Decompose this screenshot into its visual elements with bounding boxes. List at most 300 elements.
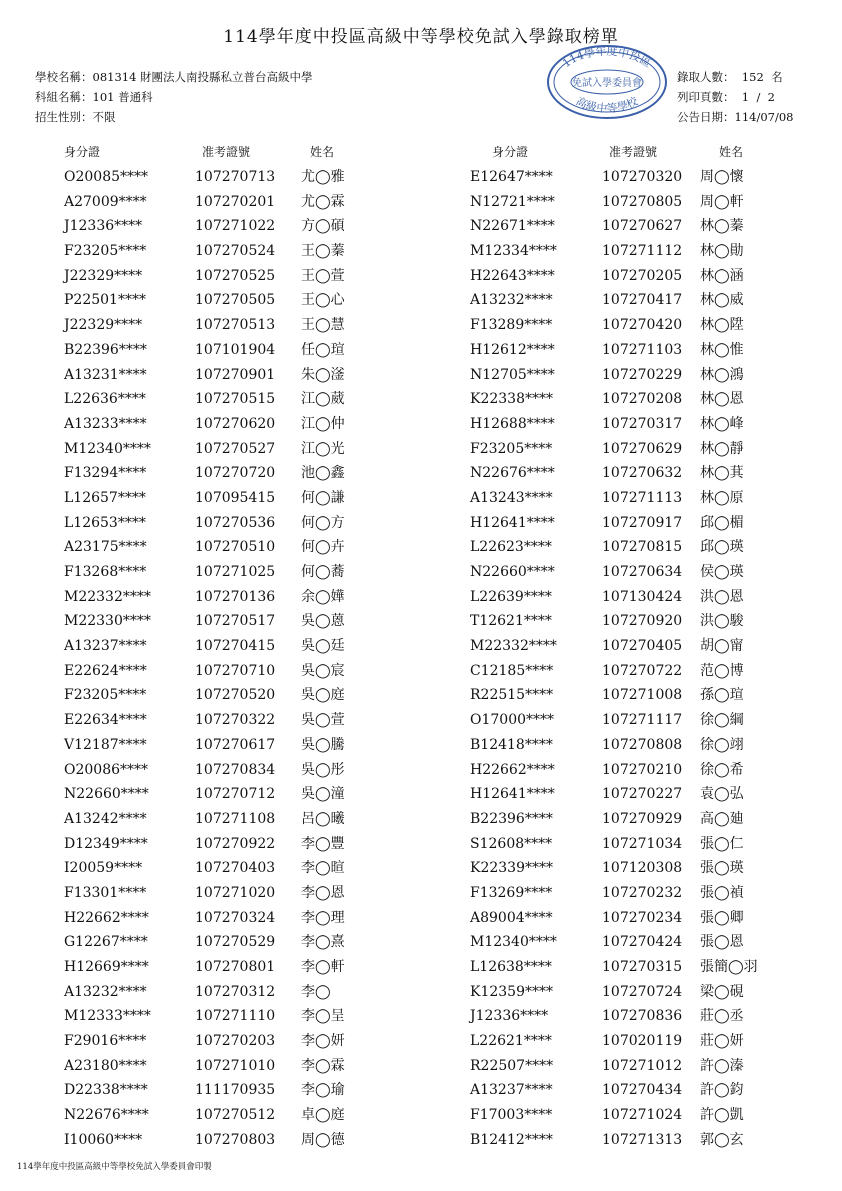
student-name: 袁◯弘: [700, 786, 744, 803]
student-name: 林◯靜: [700, 440, 744, 457]
table-row: [421, 659, 842, 684]
exam-number: 107270420: [602, 317, 683, 334]
student-id: K22339****: [470, 860, 553, 877]
student-name: 王◯蓁: [301, 243, 345, 260]
exam-number: 107270805: [602, 193, 683, 210]
student-name: 李◯恩: [301, 884, 345, 901]
student-id: A23180****: [64, 1057, 147, 1074]
student-name: 吳◯彤: [301, 761, 345, 778]
admission-gender: 招生性別：不限: [35, 110, 116, 124]
exam-number: 107270208: [602, 391, 683, 408]
exam-number: 107270834: [195, 761, 276, 778]
student-id: K22338****: [470, 391, 553, 408]
exam-number: 107270405: [602, 638, 683, 655]
table-row: [421, 1004, 842, 1029]
student-name: 周◯德: [301, 1131, 345, 1148]
student-id: O20086****: [64, 761, 149, 778]
exam-number: 107270724: [602, 983, 683, 1000]
student-id: F13301****: [64, 884, 147, 901]
table-row: [0, 585, 421, 610]
exam-number: 107270713: [195, 169, 276, 185]
student-name: 林◯涵: [700, 267, 744, 284]
student-id: L22623****: [470, 539, 552, 556]
student-name: 李◯軒: [301, 959, 345, 975]
student-id: T12621****: [470, 613, 552, 630]
right-admission-list: [421, 165, 842, 1153]
exam-number: 107271117: [602, 712, 683, 729]
student-name: 林◯鴻: [700, 366, 744, 383]
table-row: [0, 1128, 421, 1153]
student-id: F23205****: [470, 440, 553, 457]
right-id-header: 身分證: [492, 145, 529, 159]
exam-number: 107270513: [195, 317, 276, 334]
table-row: [421, 1103, 842, 1128]
exam-number: 107270210: [602, 761, 683, 778]
student-name: 高◯廸: [700, 810, 744, 827]
student-name: 周◯懷: [700, 169, 744, 185]
exam-number: 107271010: [195, 1057, 276, 1074]
table-row: [0, 338, 421, 363]
table-row: [0, 313, 421, 338]
table-row: [421, 363, 842, 388]
table-row: [0, 659, 421, 684]
student-name: 卓◯庭: [301, 1107, 345, 1124]
student-name: 吳◯蒽: [301, 613, 345, 630]
student-id: H22662****: [470, 761, 555, 778]
table-row: [421, 437, 842, 462]
student-id: A13232****: [64, 983, 147, 1000]
table-row: [421, 535, 842, 560]
exam-number: 107270929: [602, 810, 683, 827]
exam-number: 107270617: [195, 736, 276, 753]
student-name: 李◯豐: [301, 835, 345, 852]
table-row: [421, 1078, 842, 1103]
table-row: [0, 634, 421, 659]
admitted-count: 錄取人數： 152 名: [677, 70, 783, 84]
student-name: 林◯原: [700, 489, 744, 506]
table-row: [421, 807, 842, 832]
table-row: [0, 412, 421, 437]
table-row: [0, 955, 421, 980]
student-id: K12359****: [470, 983, 553, 1000]
table-row: [421, 214, 842, 239]
exam-number: 107271025: [195, 564, 276, 580]
student-name: 江◯光: [301, 440, 345, 457]
student-id: B22396****: [470, 810, 553, 827]
exam-number: 107270920: [602, 613, 683, 630]
exam-number: 107101904: [195, 341, 276, 358]
student-name: 李◯暄: [301, 860, 345, 877]
exam-number: 107270505: [195, 292, 276, 309]
student-id: L12657****: [64, 489, 146, 506]
student-id: B12412****: [470, 1131, 553, 1148]
student-id: C12185****: [470, 662, 554, 679]
student-id: A13232****: [470, 292, 553, 309]
exam-number: 107270922: [195, 835, 276, 852]
exam-number: 107270808: [602, 736, 683, 753]
student-id: F13268****: [64, 564, 147, 580]
student-name: 徐◯綱: [700, 712, 744, 729]
table-row: [421, 782, 842, 807]
table-row: [421, 1128, 842, 1153]
table-row: [421, 1054, 842, 1079]
student-name: 李◯呈: [301, 1008, 345, 1025]
table-row: [421, 930, 842, 955]
table-row: [421, 1029, 842, 1054]
student-name: 林◯威: [700, 292, 744, 309]
student-id: N22671****: [470, 218, 555, 235]
table-row: [0, 881, 421, 906]
student-name: 莊◯丞: [700, 1008, 744, 1025]
table-row: [421, 511, 842, 536]
exam-number: 107270312: [195, 983, 276, 1000]
exam-number: 107271024: [602, 1107, 683, 1124]
table-row: [0, 733, 421, 758]
exam-number: 107271020: [195, 884, 276, 901]
student-name: 李◯理: [301, 909, 345, 926]
seal-bottom-text: 高級中等學校: [573, 94, 641, 116]
student-id: E12647****: [470, 169, 553, 185]
exam-number: 107271113: [602, 489, 683, 506]
table-row: [0, 782, 421, 807]
exam-number: 107270136: [195, 588, 276, 605]
student-id: D22338****: [64, 1082, 148, 1099]
announcement-date: 公告日期：114/07/08: [677, 110, 794, 124]
exam-number: 107270917: [602, 514, 683, 531]
student-name: 周◯軒: [700, 193, 744, 210]
student-name: 何◯卉: [301, 539, 345, 556]
student-id: F23205****: [64, 687, 147, 704]
svg-text:高級中等學校: [574, 93, 641, 115]
left-id-header: 身分證: [64, 145, 101, 159]
table-row: [0, 239, 421, 264]
student-id: A13233****: [64, 415, 147, 432]
student-name: 梁◯硯: [700, 983, 744, 1000]
table-row: [0, 486, 421, 511]
table-row: [421, 758, 842, 783]
exam-number: 107270415: [195, 638, 276, 655]
student-name: 方◯碩: [301, 218, 345, 235]
student-id: G12267****: [64, 934, 148, 951]
student-name: 莊◯妍: [700, 1033, 744, 1050]
exam-number: 107270629: [602, 440, 683, 457]
student-id: F13294****: [64, 465, 147, 482]
student-id: J22329****: [64, 317, 143, 334]
exam-number: 107271012: [602, 1057, 683, 1074]
table-row: [0, 856, 421, 881]
page-title: 114學年度中投區高級中等學校免試入學錄取榜單: [223, 27, 619, 47]
table-row: [421, 190, 842, 215]
table-row: [421, 264, 842, 289]
left-admission-list: [0, 165, 421, 1153]
student-name: 洪◯恩: [700, 588, 744, 605]
student-id: I10060****: [64, 1131, 143, 1148]
school-info: [35, 67, 313, 127]
exam-number: 107120308: [602, 860, 683, 877]
student-name: 林◯勛: [700, 243, 744, 260]
student-id: F13289****: [470, 317, 553, 334]
student-id: P22501****: [64, 292, 146, 309]
student-name: 張◯禎: [700, 884, 744, 901]
exam-number: 107270536: [195, 514, 276, 531]
student-id: O20085****: [64, 169, 149, 185]
student-id: N22660****: [470, 564, 555, 580]
table-row: [0, 980, 421, 1005]
exam-number: 107270524: [195, 243, 276, 260]
table-row: [0, 1103, 421, 1128]
student-name: 池◯鑫: [301, 465, 345, 482]
student-id: F23205****: [64, 243, 147, 260]
exam-number: 107270712: [195, 786, 276, 803]
student-id: M12333****: [64, 1008, 151, 1025]
school-name: 學校名稱：081314 財團法人南投縣私立普台高級中學: [35, 70, 313, 84]
exam-number: 107270520: [195, 687, 276, 704]
student-name: 何◯方: [301, 514, 345, 531]
student-name: 胡◯甯: [700, 638, 744, 655]
left-name-header: 姓名: [310, 145, 335, 159]
student-name: 侯◯瑛: [700, 564, 744, 580]
table-row: [0, 807, 421, 832]
student-id: A13237****: [64, 638, 147, 655]
exam-number: 107270315: [602, 959, 683, 975]
student-id: H12612****: [470, 341, 555, 358]
student-name: 李◯熹: [301, 934, 345, 951]
student-id: L12653****: [64, 514, 146, 531]
student-name: 林◯峰: [700, 415, 744, 432]
table-row: [421, 634, 842, 659]
table-row: [421, 832, 842, 857]
student-id: B22396****: [64, 341, 147, 358]
table-row: [0, 461, 421, 486]
student-name: 張◯仁: [700, 835, 744, 852]
student-id: V12187****: [64, 736, 147, 753]
table-row: [421, 955, 842, 980]
student-name: 王◯萱: [301, 267, 345, 284]
student-id: H12688****: [470, 415, 555, 432]
table-row: [421, 461, 842, 486]
exam-number: 107270234: [602, 909, 683, 926]
table-row: [421, 856, 842, 881]
exam-number: 107270201: [195, 193, 276, 210]
exam-number: 107270801: [195, 959, 276, 975]
student-id: M22332****: [64, 588, 151, 605]
student-id: N22676****: [64, 1107, 149, 1124]
student-id: N22676****: [470, 465, 555, 482]
student-id: M22330****: [64, 613, 151, 630]
exam-number: 107270529: [195, 934, 276, 951]
table-row: [421, 733, 842, 758]
table-row: [421, 906, 842, 931]
student-name: 張◯恩: [700, 934, 744, 951]
student-id: A13243****: [470, 489, 553, 506]
student-name: 江◯葳: [301, 391, 345, 408]
seal-top-text: 114學年度中投區: [560, 44, 654, 71]
table-row: [421, 288, 842, 313]
seal-middle-text: 免試入學委員會: [572, 78, 642, 89]
exam-number: 107270322: [195, 712, 276, 729]
table-row: [0, 387, 421, 412]
exam-number: 107270901: [195, 366, 276, 383]
student-name: 許◯溱: [700, 1057, 744, 1074]
exam-number: 107270229: [602, 366, 683, 383]
student-id: H22662****: [64, 909, 149, 926]
table-row: [0, 1054, 421, 1079]
table-row: [0, 288, 421, 313]
exam-number: 107270720: [195, 465, 276, 482]
exam-number: 107270515: [195, 391, 276, 408]
student-id: R22515****: [470, 687, 554, 704]
exam-number: 107270417: [602, 292, 683, 309]
exam-number: 107270203: [195, 1033, 276, 1050]
exam-number: 107270227: [602, 786, 683, 803]
table-row: [421, 683, 842, 708]
student-name: 王◯慧: [301, 317, 345, 334]
student-name: 吳◯庭: [301, 687, 345, 704]
table-row: [421, 486, 842, 511]
table-row: [0, 190, 421, 215]
table-row: [0, 1004, 421, 1029]
student-id: F13269****: [470, 884, 553, 901]
exam-number: 107270424: [602, 934, 683, 951]
exam-number: 107270836: [602, 1008, 683, 1025]
page-footer: 114學年度中投區高級中等學校免試入學委員會印製: [17, 1162, 212, 1172]
student-name: 張簡◯羽: [700, 959, 758, 975]
student-name: 吳◯萱: [301, 712, 345, 729]
table-row: [0, 1029, 421, 1054]
student-id: L22621****: [470, 1033, 552, 1050]
student-name: 朱◯滏: [301, 366, 345, 383]
student-name: 李◯妍: [301, 1033, 345, 1050]
table-row: [0, 906, 421, 931]
table-row: [0, 165, 421, 190]
table-row: [0, 511, 421, 536]
student-id: H12669****: [64, 959, 149, 975]
table-row: [421, 313, 842, 338]
student-name: 李◯瑜: [301, 1082, 345, 1099]
student-id: J22329****: [64, 267, 143, 284]
student-id: M12340****: [470, 934, 557, 951]
student-name: 吳◯騰: [301, 736, 345, 753]
table-row: [421, 239, 842, 264]
table-row: [421, 412, 842, 437]
exam-number: 107271022: [195, 218, 276, 235]
student-id: N12721****: [470, 193, 555, 210]
exam-number: 107271108: [195, 810, 276, 827]
table-row: [0, 437, 421, 462]
right-name-header: 姓名: [719, 145, 744, 159]
exam-number: 107270815: [602, 539, 683, 556]
student-name: 吳◯廷: [301, 638, 345, 655]
student-name: 李◯: [301, 983, 331, 1000]
student-name: 何◯蕎: [301, 564, 345, 580]
table-row: [0, 708, 421, 733]
table-row: [0, 609, 421, 634]
table-row: [421, 560, 842, 585]
exam-number: 107270232: [602, 884, 683, 901]
student-id: H12641****: [470, 514, 555, 531]
student-id: O17000****: [470, 712, 555, 729]
table-row: [0, 758, 421, 783]
student-id: M22332****: [470, 638, 557, 655]
exam-number: 107270403: [195, 860, 276, 877]
exam-number: 107270722: [602, 662, 683, 679]
student-name: 任◯瑄: [301, 341, 345, 358]
student-name: 林◯萁: [700, 465, 744, 482]
table-row: [421, 609, 842, 634]
student-id: H12641****: [470, 786, 555, 803]
student-name: 尤◯雅: [301, 169, 345, 185]
table-row: [0, 683, 421, 708]
student-id: J12336****: [64, 218, 143, 235]
student-name: 徐◯希: [700, 761, 744, 778]
table-row: [0, 1078, 421, 1103]
exam-number: 107130424: [602, 588, 683, 605]
table-row: [421, 980, 842, 1005]
student-name: 張◯卿: [700, 909, 744, 926]
exam-number: 107271103: [602, 341, 683, 358]
exam-number: 107270510: [195, 539, 276, 556]
exam-number: 107270525: [195, 267, 276, 284]
exam-number: 107270517: [195, 613, 276, 630]
exam-number: 107270205: [602, 267, 683, 284]
student-name: 范◯博: [700, 662, 744, 679]
exam-number: 107270527: [195, 440, 276, 457]
student-name: 林◯蓁: [700, 218, 744, 235]
student-id: L22639****: [470, 588, 552, 605]
student-id: D12349****: [64, 835, 148, 852]
student-name: 許◯凱: [700, 1107, 744, 1124]
table-row: [421, 387, 842, 412]
student-name: 洪◯駿: [700, 613, 744, 630]
student-id: M12334****: [470, 243, 557, 260]
student-name: 余◯嬅: [301, 588, 345, 605]
student-id: I20059****: [64, 860, 143, 877]
table-row: [0, 264, 421, 289]
student-id: H22643****: [470, 267, 555, 284]
table-row: [421, 165, 842, 190]
exam-number: 107270710: [195, 662, 276, 679]
student-name: 孫◯瑄: [700, 687, 744, 704]
exam-number: 107270512: [195, 1107, 276, 1124]
listing-info: [677, 67, 793, 127]
student-id: F17003****: [470, 1107, 553, 1124]
exam-number: 107270803: [195, 1131, 276, 1148]
exam-number: 107270320: [602, 169, 683, 185]
student-name: 邱◯楣: [700, 514, 744, 531]
exam-number: 107270632: [602, 465, 683, 482]
table-row: [421, 585, 842, 610]
student-id: A23175****: [64, 539, 147, 556]
table-row: [421, 881, 842, 906]
table-row: [421, 338, 842, 363]
student-id: M12340****: [64, 440, 151, 457]
student-name: 何◯謙: [301, 489, 345, 506]
exam-number: 107020119: [602, 1033, 683, 1050]
student-id: A89004****: [470, 909, 553, 926]
student-name: 林◯陞: [700, 317, 744, 334]
student-name: 李◯霖: [301, 1057, 345, 1074]
table-row: [0, 535, 421, 560]
table-row: [0, 832, 421, 857]
exam-number: 107270634: [602, 564, 683, 580]
exam-number: 107271034: [602, 835, 683, 852]
exam-number: 111170935: [195, 1082, 276, 1099]
student-name: 尤◯霖: [301, 193, 345, 210]
student-name: 吳◯潼: [301, 786, 345, 803]
right-exam-no-header: 准考證號: [609, 145, 658, 159]
committee-seal: [545, 42, 670, 122]
left-exam-no-header: 准考證號: [202, 145, 251, 159]
